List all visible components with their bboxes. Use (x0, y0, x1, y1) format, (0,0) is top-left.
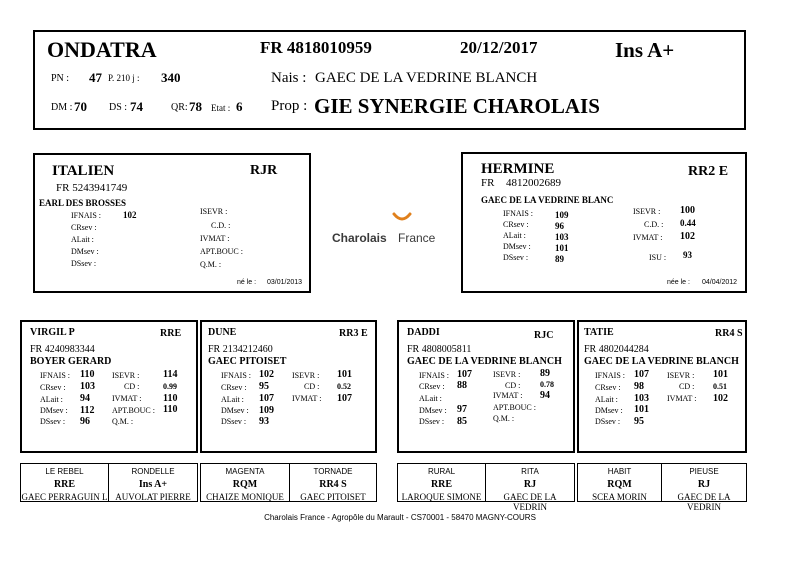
gp1-id: FR 4240983344 (30, 344, 95, 355)
animal-id: FR 4818010959 (260, 38, 372, 57)
pn-value: 47 (89, 70, 102, 85)
ggp-cell-7 (577, 463, 662, 502)
qr-value: 78 (189, 99, 202, 114)
dam-isevr-value: 100 (680, 205, 695, 216)
dam-born-value: 04/04/2012 (702, 279, 738, 286)
ggp-cell-5 (397, 463, 486, 502)
prop-label: Prop : (271, 98, 308, 114)
ggp7-name: HABIT (607, 467, 632, 476)
gp1-apt-label: APT.BOUC : (112, 406, 155, 415)
gp4-ivmat-value: 102 (713, 393, 728, 404)
gp1-alait-value: 94 (80, 393, 90, 404)
gp3-qm-label: Q.M. : (493, 414, 515, 423)
ggp1-grade: RRE (53, 479, 76, 490)
dam-dssev-label: DSsev : (503, 253, 529, 262)
gp4-name: TATIE (584, 327, 614, 338)
sire-born-value: 03/01/2013 (267, 279, 303, 286)
ggp4-grade: RR4 S (319, 479, 347, 490)
ggp6-grade: RJ (523, 479, 537, 490)
gp2-grade: RR3 E (339, 328, 368, 339)
gp4-isevr-label: ISEVR : (667, 371, 695, 380)
dam-id: 4812002689 (506, 177, 561, 189)
gp1-name: VIRGIL P (30, 327, 75, 338)
animal-date: 20/12/2017 (460, 38, 538, 57)
gp3-breeder: GAEC DE LA VEDRINE BLANCH (407, 356, 562, 367)
gp2-alait-label: ALait : (221, 395, 244, 404)
dam-isu-label: ISU : (649, 253, 667, 262)
dam-ifnais-value: 109 (555, 210, 569, 220)
ggp1-name: LE REBEL (45, 467, 84, 476)
ggp7-owner: SCEA MORIN (592, 492, 647, 502)
ggp6-name: RITA (521, 467, 539, 476)
gp4-crsev-value: 98 (634, 381, 644, 392)
gp2-ivmat-value: 107 (337, 393, 352, 404)
ds-label: DS : (109, 102, 128, 113)
gp1-dmsev-label: DMsev : (40, 406, 68, 415)
sire-grade: RJR (250, 163, 278, 178)
gp2-ivmat-label: IVMAT : (292, 394, 322, 403)
ggp-cell-1 (20, 463, 109, 502)
gp1-apt-value: 110 (163, 404, 178, 415)
grandparent-box-1 (20, 320, 198, 453)
sire-born-label: né le : (237, 279, 257, 286)
dam-ifnais-label: IFNAIS : (503, 209, 534, 218)
gp1-ifnais-value: 110 (80, 369, 95, 380)
gp3-isevr-label: ISEVR : (493, 370, 521, 379)
ggp6-owner: GAEC DE LA VEDRIN (503, 492, 557, 512)
ggp5-grade: RRE (430, 479, 453, 490)
gp3-grade: RJC (534, 330, 554, 341)
gp3-ifnais-value: 107 (457, 369, 472, 380)
ggp2-name: RONDELLE (131, 467, 175, 476)
gp3-name: DADDI (407, 327, 440, 338)
sire-dssev-label: DSsev : (71, 259, 97, 268)
ds-value: 74 (130, 99, 143, 114)
logo-text: Charolais (332, 231, 387, 245)
ggp2-owner: AUVOLAT PIERRE (115, 492, 191, 502)
sire-apt-label: APT.BOUC : (200, 247, 243, 256)
dam-id-prefix: FR (481, 177, 495, 189)
ggp3-name: MAGENTA (225, 467, 265, 476)
charolais-france-logo (332, 212, 450, 252)
dam-ivmat-label: IVMAT : (633, 233, 663, 242)
gp4-isevr-value: 101 (713, 369, 728, 380)
footer-address: Charolais France - Agropôle du Marault - CS70001 - 58470 MAGNY-COURS (264, 513, 536, 522)
dam-dmsev-label: DMsev : (503, 242, 531, 251)
sire-id: FR 5243941749 (56, 182, 128, 194)
gp1-cd-value: 0.99 (163, 382, 177, 391)
sire-ivmat-label: IVMAT : (200, 234, 230, 243)
gp2-dssev-value: 93 (259, 416, 269, 427)
gp4-dssev-value: 95 (634, 416, 644, 427)
gp3-id: FR 4808005811 (407, 344, 472, 355)
ggp-cell-4 (290, 463, 377, 502)
dm-value: 70 (74, 99, 87, 114)
gp2-ifnais-value: 102 (259, 369, 274, 380)
gp3-alait-label: ALait : (419, 394, 442, 403)
gp3-dssev-value: 85 (457, 416, 467, 427)
gp2-breeder: GAEC PITOISET (208, 356, 287, 367)
dam-box (461, 152, 747, 293)
gp1-ivmat-label: IVMAT : (112, 394, 142, 403)
gp3-crsev-value: 88 (457, 380, 467, 391)
gp4-id: FR 4802044284 (584, 344, 649, 355)
dam-dmsev-value: 101 (555, 243, 569, 253)
gp3-isevr-value: 89 (540, 368, 550, 379)
dam-isevr-label: ISEVR : (633, 207, 661, 216)
ggp8-owner: GAEC DE LA VEDRIN (677, 492, 731, 512)
gp4-dssev-label: DSsev : (595, 417, 621, 426)
gp1-ifnais-label: IFNAIS : (40, 371, 71, 380)
grandparent-box-2 (200, 320, 377, 453)
sire-cd-label: C.D. : (211, 221, 231, 230)
dam-isu-value: 93 (683, 250, 692, 260)
gp1-qm-label: Q.M. : (112, 417, 134, 426)
gp2-isevr-value: 101 (337, 369, 352, 380)
gp1-dmsev-value: 112 (80, 405, 95, 416)
sire-crsev-label: CRsev : (71, 223, 97, 232)
gp1-grade: RRE (160, 328, 182, 339)
gp1-crsev-value: 103 (80, 381, 95, 392)
dam-cd-label: C.D. : (644, 220, 664, 229)
gp2-dssev-label: DSsev : (221, 417, 247, 426)
gp4-alait-label: ALait : (595, 395, 618, 404)
gp2-crsev-value: 95 (259, 381, 269, 392)
gp4-ifnais-value: 107 (634, 369, 649, 380)
gp4-dmsev-value: 101 (634, 404, 649, 415)
gp3-ivmat-value: 94 (540, 390, 550, 401)
sire-breeder: EARL DES BROSSES (39, 198, 127, 208)
sire-isevr-label: ISEVR : (200, 207, 228, 216)
ggp8-name: PIEUSE (689, 467, 719, 476)
ggp3-owner: CHAIZE MONIQUE (206, 492, 284, 502)
ggp-cell-8 (662, 463, 747, 512)
sire-box (33, 153, 311, 293)
gp3-cd-label: CD : (505, 381, 521, 390)
gp4-cd-value: 0.51 (713, 382, 727, 391)
ggp-cell-3 (200, 463, 290, 502)
ggp-cell-6 (486, 463, 575, 512)
dm-label: DM : (51, 102, 73, 113)
dam-crsev-value: 96 (555, 221, 564, 231)
gp1-ivmat-value: 110 (163, 393, 178, 404)
gp4-crsev-label: CRsev : (595, 383, 621, 392)
p210-label: P. 210 j : (108, 73, 140, 83)
logo-mark-icon (392, 212, 412, 226)
ggp5-name: RURAL (427, 467, 456, 476)
gp2-name: DUNE (208, 327, 237, 338)
gp2-cd-value: 0.52 (337, 382, 351, 391)
etat-label: Etat : (211, 103, 231, 113)
dam-dssev-value: 89 (555, 254, 564, 264)
qr-label: QR: (171, 102, 188, 113)
gp4-cd-label: CD : (679, 382, 695, 391)
ggp1-owner: GAEC PERRAGUIN L (21, 492, 108, 502)
gp1-isevr-label: ISEVR : (112, 371, 140, 380)
gp2-dmsev-label: DMsev : (221, 406, 249, 415)
dam-breeder: GAEC DE LA VEDRINE BLANC (481, 195, 614, 205)
dam-born-label: née le : (667, 279, 690, 286)
gp1-breeder: BOYER GERARD (30, 356, 112, 367)
gp3-crsev-label: CRsev : (419, 382, 445, 391)
sire-name: ITALIEN (52, 163, 115, 179)
gp1-isevr-value: 114 (163, 369, 178, 380)
logo-text-2: France (398, 231, 436, 245)
dam-ivmat-value: 102 (680, 231, 695, 242)
prop-value: GIE SYNERGIE CHAROLAIS (314, 94, 600, 118)
dam-alait-value: 103 (555, 232, 569, 242)
sire-qm-label: Q.M. : (200, 260, 222, 269)
gp2-isevr-label: ISEVR : (292, 371, 320, 380)
ggp3-grade: RQM (232, 479, 258, 490)
gp1-dssev-label: DSsev : (40, 417, 66, 426)
ggp4-owner: GAEC PITOISET (300, 492, 366, 502)
gp1-crsev-label: CRsev : (40, 383, 66, 392)
grandparent-box-3 (397, 320, 575, 453)
sire-dmsev-label: DMsev : (71, 247, 99, 256)
gp2-ifnais-label: IFNAIS : (221, 371, 252, 380)
gp3-dmsev-value: 97 (457, 404, 467, 415)
dam-cd-value: 0.44 (680, 218, 696, 228)
sire-ifnais-label: IFNAIS : (71, 211, 102, 220)
gp4-ivmat-label: IVMAT : (667, 394, 697, 403)
gp2-dmsev-value: 109 (259, 405, 274, 416)
p210-value: 340 (161, 70, 181, 85)
nais-label: Nais : (271, 70, 307, 86)
gp4-breeder: GAEC DE LA VEDRINE BLANCH (584, 356, 739, 367)
sire-alait-label: ALait : (71, 235, 94, 244)
gp3-dmsev-label: DMsev : (419, 406, 447, 415)
gp3-dssev-label: DSsev : (419, 417, 445, 426)
gp1-cd-label: CD : (124, 382, 140, 391)
gp4-alait-value: 103 (634, 393, 649, 404)
main-animal-box (33, 30, 746, 130)
ggp8-grade: RJ (697, 479, 711, 490)
gp2-crsev-label: CRsev : (221, 383, 247, 392)
ggp2-grade: Ins A+ (138, 479, 168, 490)
sire-ifnais-value: 102 (123, 210, 137, 220)
dam-grade: RR2 E (688, 164, 729, 179)
nais-value: GAEC DE LA VEDRINE BLANCH (315, 70, 538, 86)
animal-grade: Ins A+ (615, 38, 675, 62)
gp2-alait-value: 107 (259, 393, 274, 404)
gp3-ivmat-label: IVMAT : (493, 391, 523, 400)
dam-alait-label: ALait : (503, 231, 526, 240)
gp2-id: FR 2134212460 (208, 344, 273, 355)
gp2-cd-label: CD : (304, 382, 320, 391)
gp3-apt-label: APT.BOUC : (493, 403, 536, 412)
animal-name: ONDATRA (47, 37, 157, 62)
pn-label: PN : (51, 73, 70, 84)
gp4-grade: RR4 S (715, 328, 743, 339)
ggp-cell-2 (109, 463, 198, 502)
etat-value: 6 (236, 99, 243, 114)
grandparent-box-4 (577, 320, 747, 453)
gp3-cd-value: 0.78 (540, 380, 554, 389)
ggp7-grade: RQM (607, 479, 632, 490)
dam-name: HERMINE (481, 161, 555, 177)
ggp4-name: TORNADE (313, 467, 353, 476)
gp4-ifnais-label: IFNAIS : (595, 371, 626, 380)
gp1-alait-label: ALait : (40, 395, 63, 404)
gp1-dssev-value: 96 (80, 416, 90, 427)
gp4-dmsev-label: DMsev : (595, 406, 623, 415)
gp3-ifnais-label: IFNAIS : (419, 371, 450, 380)
dam-crsev-label: CRsev : (503, 220, 529, 229)
ggp5-owner: LAROQUE SIMONE (401, 492, 482, 502)
